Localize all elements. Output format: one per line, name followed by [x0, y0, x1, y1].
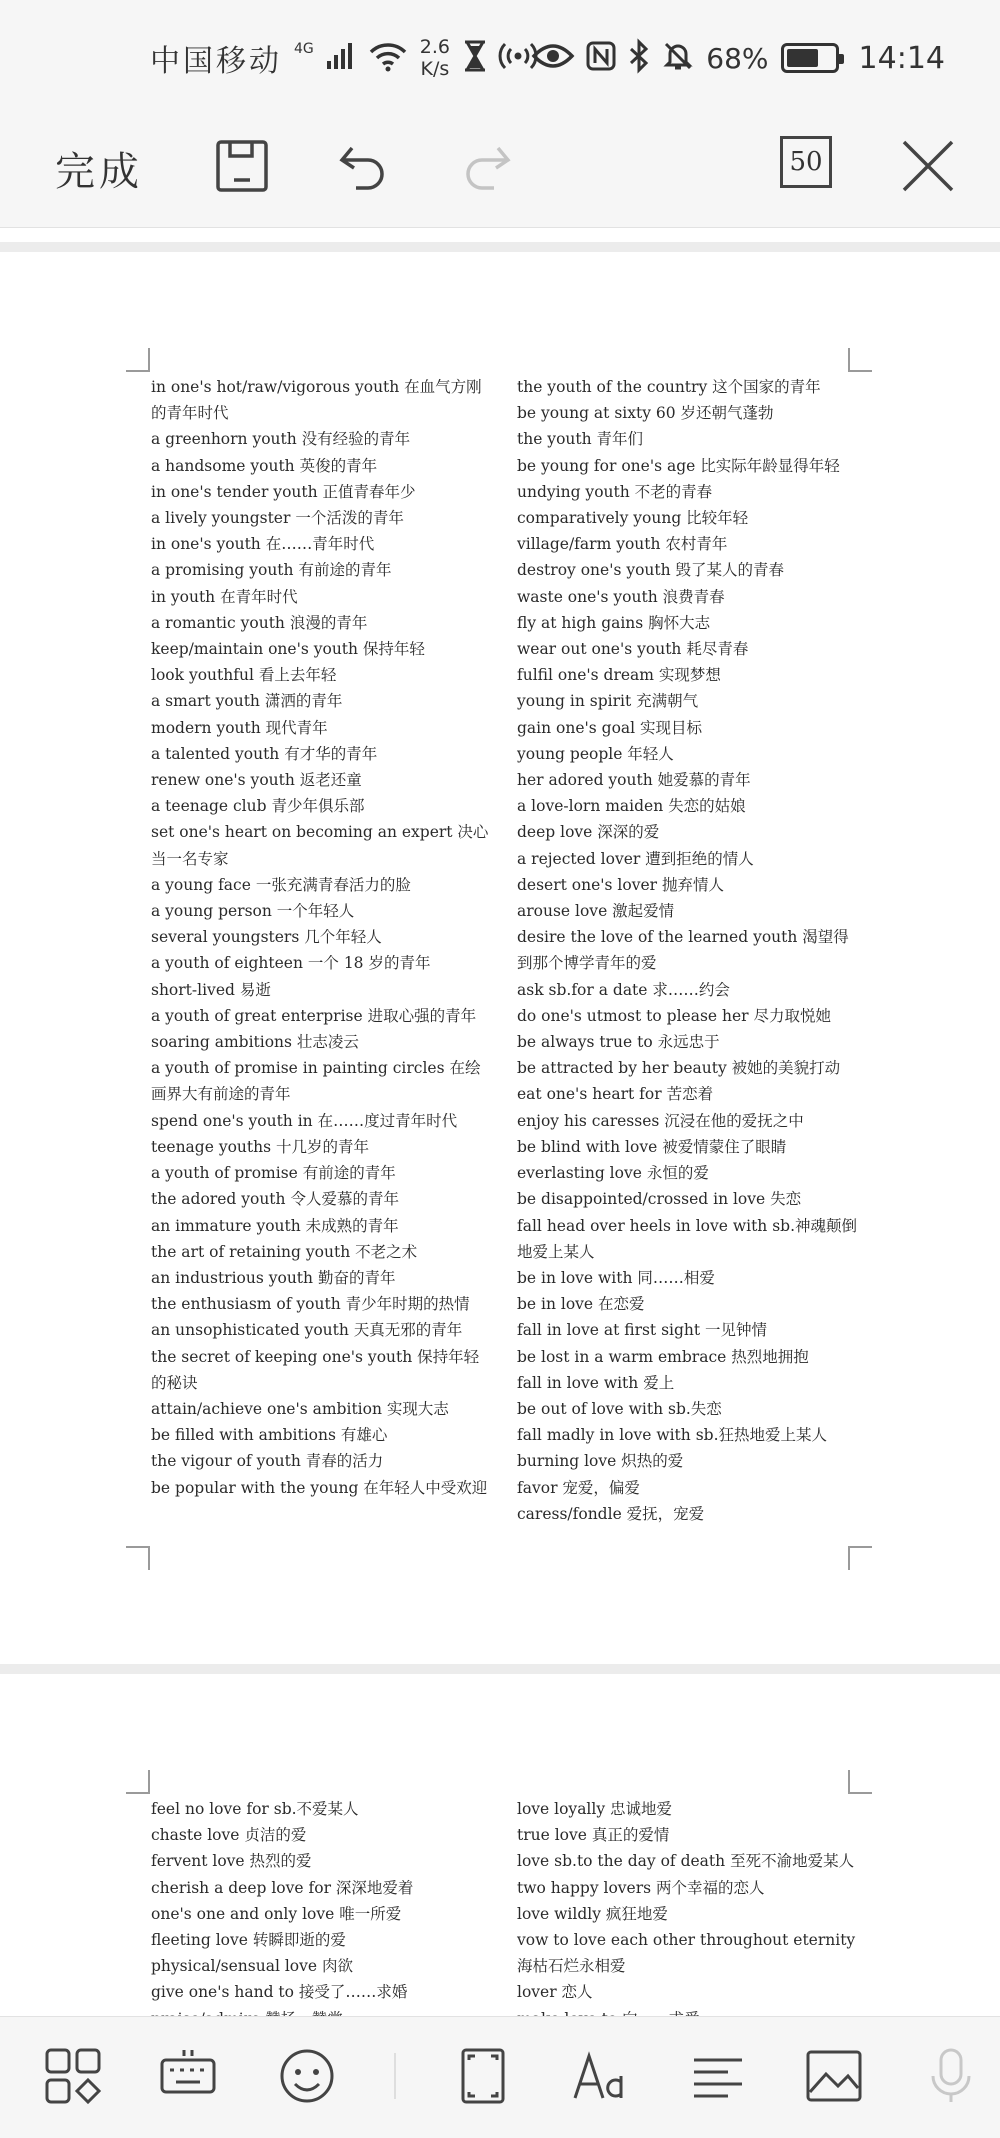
wifi-icon	[368, 40, 408, 76]
network-speed	[420, 36, 450, 80]
document-page-2	[0, 1674, 1000, 2016]
vocab-entry: young people 年轻人	[517, 744, 674, 763]
document-page-1	[0, 252, 1000, 1664]
toolbar-divider	[394, 2053, 396, 2099]
vocab-entry: a love-lorn maiden 失恋的姑娘	[517, 797, 746, 816]
vocab-entry: waste one's youth 浪费青春	[517, 587, 725, 606]
page-count-badge[interactable]: 50	[780, 136, 832, 188]
vocab-entry: young in spirit 充满朝气	[517, 692, 699, 711]
paragraph-icon[interactable]	[683, 2041, 753, 2111]
margin-mark	[126, 348, 150, 372]
vocab-entry: vow to love each other throughout eternity 海枯石烂永相爱	[517, 1931, 856, 1976]
speed-unit: K/s	[420, 58, 450, 80]
vocab-entry: be young for one's age 比实际年龄显得年轻	[517, 456, 840, 475]
vocab-entry: love wildly 疯狂地爱	[517, 1904, 668, 1923]
vocab-entry: in one's hot/raw/vigorous youth 在血气方刚的青年时代	[151, 378, 482, 423]
vocab-entry: a talented youth 有才华的青年	[151, 744, 378, 763]
vocab-entry: an industrious youth 勤奋的青年	[151, 1268, 396, 1287]
redo-icon[interactable]	[454, 134, 518, 198]
vocab-entry: a promising youth 有前途的青年	[151, 561, 392, 580]
vocab-entry: a rejected lover 遭到拒绝的情人	[517, 849, 754, 868]
editor-toolbar	[0, 110, 1000, 228]
vocab-entry: cherish a deep love for 深深地爱着	[151, 1878, 414, 1897]
vocab-entry: soaring ambitions 壮志凌云	[151, 1033, 359, 1052]
vocab-entry: her adored youth 她爱慕的青年	[517, 771, 751, 790]
vocab-entry: an immature youth 未成熟的青年	[151, 1216, 399, 1235]
vocab-entry: attain/achieve one's ambition 实现大志	[151, 1399, 449, 1418]
clock: 14:14	[858, 40, 945, 76]
hourglass-icon	[462, 40, 488, 76]
vocab-entry: be attracted by her beauty 被她的美貌打动	[517, 1059, 841, 1078]
vocab-entry: a youth of great enterprise 进取心强的青年	[151, 1006, 477, 1025]
margin-mark	[848, 1770, 872, 1794]
signal-icon	[326, 41, 356, 75]
vocab-entry: fall in love with 爱上	[517, 1373, 675, 1392]
vocab-entry: a young face 一张充满青春活力的脸	[151, 875, 411, 894]
vocab-entry: a smart youth 潇洒的青年	[151, 692, 343, 711]
vocab-entry: village/farm youth 农村青年	[517, 535, 728, 554]
vocab-entry: an unsophisticated youth 天真无邪的青年	[151, 1321, 463, 1340]
vocab-entry: a teenage club 青少年俱乐部	[151, 797, 365, 816]
nfc-icon	[586, 41, 616, 75]
vocab-entry: fall in love at first sight 一见钟情	[517, 1321, 768, 1340]
vocab-entry: undying youth 不老的青春	[517, 482, 713, 501]
margin-mark	[848, 1546, 872, 1570]
bottom-toolbar	[0, 2016, 1000, 2138]
page1-left-column	[151, 374, 491, 1501]
save-icon[interactable]	[210, 134, 274, 198]
vocab-entry: fervent love 热烈的爱	[151, 1852, 312, 1871]
vocab-entry: be lost in a warm embrace 热烈地拥抱	[517, 1347, 809, 1366]
close-icon[interactable]	[896, 134, 960, 198]
vocab-entry: wear out one's youth 耗尽青春	[517, 640, 749, 659]
vocab-entry: caress/fondle 爱抚，宠爱	[517, 1504, 705, 1523]
vocab-entry: fall head over heels in love with sb.神魂颠倒地爱上某人	[517, 1216, 858, 1261]
vocab-entry: a youth of promise in painting circles 在绘画界大有前途的青年	[151, 1059, 481, 1104]
vocab-entry: a youth of eighteen 一个 18 岁的青年	[151, 954, 431, 973]
layout-icon[interactable]	[38, 2041, 108, 2111]
vocab-entry: destroy one's youth 毁了某人的青春	[517, 561, 785, 580]
vocab-entry: fulfil one's dream 实现梦想	[517, 666, 721, 685]
vocab-entry: teenage youths 十几岁的青年	[151, 1137, 369, 1156]
vocab-entry: comparatively young 比较年轻	[517, 509, 749, 528]
vocab-entry: look youthful 看上去年轻	[151, 666, 337, 685]
vocab-entry: be always true to 永远忠于	[517, 1033, 720, 1052]
vocab-entry: be filled with ambitions 有雄心	[151, 1426, 388, 1445]
vocab-entry: in one's tender youth 正值青春年少	[151, 482, 416, 501]
network-type: 4G	[294, 41, 314, 57]
vocab-entry: be young at sixty 60 岁还朝气蓬勃	[517, 404, 774, 423]
carrier-name: 中国移动	[150, 44, 282, 79]
vocab-entry: be in love 在恋爱	[517, 1295, 645, 1314]
vocab-entry: two happy lovers 两个幸福的恋人	[517, 1878, 765, 1897]
vocab-entry: feel no love for sb.不爱某人	[151, 1800, 359, 1818]
vocab-entry: be blind with love 被爱情蒙住了眼睛	[517, 1137, 787, 1156]
image-icon[interactable]	[799, 2041, 869, 2111]
vocab-entry: a handsome youth 英俊的青年	[151, 456, 378, 475]
vocab-entry: ask sb.for a date 求……约会	[517, 980, 730, 999]
vocab-entry: a romantic youth 浪漫的青年	[151, 613, 368, 632]
vocab-entry: arouse love 激起爱情	[517, 902, 675, 921]
battery-percent: 68%	[706, 41, 769, 75]
microphone-icon[interactable]	[916, 2041, 986, 2111]
vocab-entry: one's one and only love 唯一所爱	[151, 1904, 402, 1923]
eye-icon	[532, 42, 574, 74]
vocab-entry: fly at high gains 胸怀大志	[517, 613, 711, 632]
fullscreen-icon[interactable]	[448, 2041, 518, 2111]
vocab-entry: enjoy his caresses 沉浸在他的爱抚之中	[517, 1111, 804, 1130]
vocab-entry: eat one's heart for 苦恋着	[517, 1085, 714, 1104]
vocab-entry: modern youth 现代青年	[151, 718, 328, 737]
vocab-entry: a greenhorn youth 没有经验的青年	[151, 430, 411, 449]
vocab-entry: chaste love 贞洁的爱	[151, 1826, 307, 1845]
mute-icon	[662, 40, 694, 76]
vocab-entry: deep love 深深的爱	[517, 823, 660, 842]
battery-icon	[781, 43, 839, 73]
sticker-icon[interactable]	[272, 2041, 342, 2111]
margin-mark	[848, 348, 872, 372]
page-separator	[0, 242, 1000, 252]
vocab-entry: burning love 炽热的爱	[517, 1452, 684, 1471]
vocab-entry: be out of love with sb.失恋	[517, 1399, 722, 1418]
vocab-entry: be in love with 同……相爱	[517, 1268, 715, 1287]
page2-left-column	[151, 1796, 491, 2032]
vocab-entry: the vigour of youth 青春的活力	[151, 1452, 384, 1471]
page2-right-column	[517, 1796, 857, 2032]
margin-mark	[126, 1770, 150, 1794]
vocab-entry: be popular with the young 在年轻人中受欢迎	[151, 1478, 488, 1497]
vocab-entry: physical/sensual love 肉欲	[151, 1957, 353, 1976]
page1-right-column	[517, 374, 857, 1527]
vocab-entry: the enthusiasm of youth 青少年时期的热情	[151, 1295, 470, 1314]
vocab-entry: a youth of promise 有前途的青年	[151, 1164, 396, 1183]
vocab-entry: in one's youth 在……青年时代	[151, 535, 375, 554]
font-icon[interactable]	[566, 2041, 636, 2111]
speed-value: 2.6	[419, 36, 450, 58]
vocab-entry: the youth 青年们	[517, 430, 644, 449]
status-bar	[0, 0, 1000, 110]
vocab-entry: set one's heart on becoming an expert 决心当一名专家	[151, 823, 489, 868]
vocab-entry: love loyally 忠诚地爱	[517, 1800, 673, 1818]
hotspot-icon	[500, 41, 536, 75]
vocab-entry: fleeting love 转瞬即逝的爱	[151, 1931, 346, 1950]
vocab-entry: spend one's youth in 在……度过青年时代	[151, 1111, 458, 1130]
vocab-entry: the adored youth 令人爱慕的青年	[151, 1190, 399, 1209]
vocab-entry: the youth of the country 这个国家的青年	[517, 378, 821, 396]
vocab-entry: gain one's goal 实现目标	[517, 718, 703, 737]
vocab-entry: the secret of keeping one's youth 保持年轻的秘诀	[151, 1347, 480, 1392]
page-separator	[0, 1664, 1000, 1674]
vocab-entry: desire the love of the learned youth 渴望得到那个博学青年的爱	[517, 928, 849, 973]
vocab-entry: give one's hand to 接受了……求婚	[151, 1983, 408, 2002]
vocab-entry: true love 真正的爱情	[517, 1826, 670, 1845]
battery-level	[787, 49, 818, 67]
vocab-entry: lover 恋人	[517, 1983, 593, 2002]
vocab-entry: be disappointed/crossed in love 失恋	[517, 1190, 802, 1209]
keyboard-icon[interactable]	[153, 2041, 223, 2111]
undo-icon[interactable]	[332, 134, 396, 198]
margin-mark	[126, 1546, 150, 1570]
vocab-entry: desert one's lover 抛弃情人	[517, 875, 724, 894]
done-button[interactable]: 完成	[55, 149, 143, 195]
vocab-entry: love sb.to the day of death 至死不渝地爱某人	[517, 1852, 855, 1871]
vocab-entry: short-lived 易逝	[151, 980, 271, 999]
vocab-entry: several youngsters 几个年轻人	[151, 928, 382, 947]
vocab-entry: fall madly in love with sb.狂热地爱上某人	[517, 1426, 828, 1445]
vocab-entry: the art of retaining youth 不老之术	[151, 1242, 418, 1261]
vocab-entry: renew one's youth 返老还童	[151, 771, 362, 790]
vocab-entry: keep/maintain one's youth 保持年轻	[151, 640, 425, 659]
vocab-entry: a young person 一个年轻人	[151, 902, 355, 921]
vocab-entry: a lively youngster 一个活泼的青年	[151, 509, 404, 528]
vocab-entry: everlasting love 永恒的爱	[517, 1164, 709, 1183]
vocab-entry: in youth 在青年时代	[151, 587, 298, 606]
vocab-entry: favor 宠爱，偏爱	[517, 1478, 640, 1497]
vocab-entry: do one's utmost to please her 尽力取悦她	[517, 1006, 831, 1025]
bluetooth-icon	[628, 40, 650, 76]
